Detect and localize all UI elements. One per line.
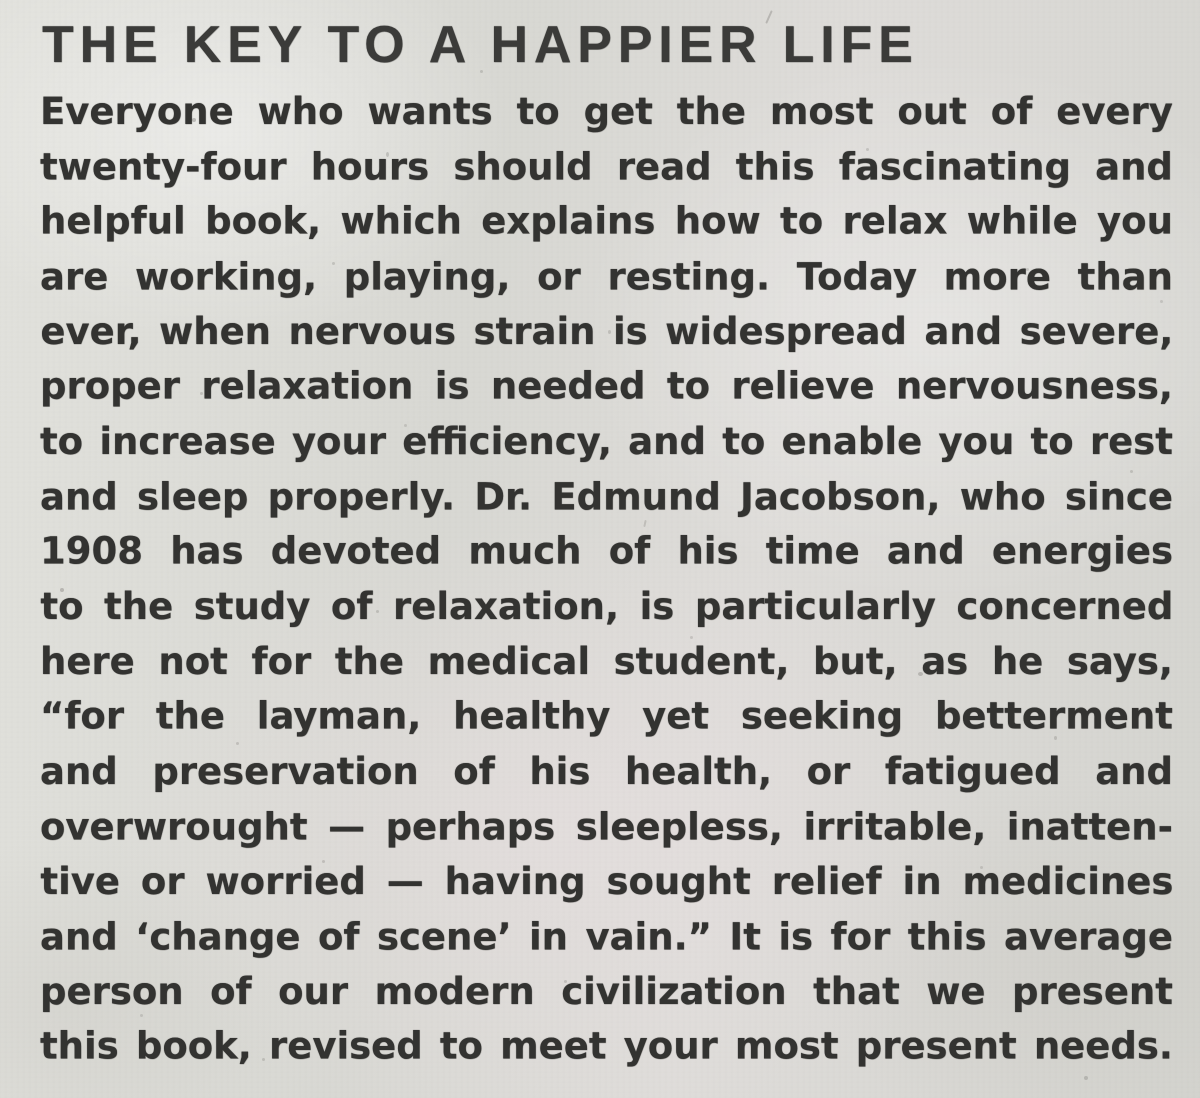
word: to (666, 364, 711, 408)
word: relieve (731, 364, 875, 408)
word: ‘change (135, 915, 301, 959)
word: relaxation, (393, 585, 620, 628)
word: to (722, 420, 766, 463)
word: book, (135, 1024, 252, 1068)
word: civilization (561, 970, 787, 1013)
word: his (529, 750, 591, 793)
text-line (40, 84, 1173, 139)
word: nervous (288, 310, 457, 353)
word: meet (500, 1024, 607, 1068)
text-line (40, 1019, 1173, 1074)
word: explains (481, 199, 656, 243)
word: more (943, 255, 1051, 299)
word: “for (40, 694, 125, 738)
word: and (924, 310, 1003, 353)
word: this (40, 1024, 119, 1068)
word: the (155, 694, 225, 738)
word: having (444, 860, 586, 903)
word: to (40, 585, 84, 628)
word: wants (367, 90, 493, 133)
word: how (674, 199, 761, 243)
text-line (40, 139, 1173, 194)
word: health, (624, 750, 773, 793)
word: our (278, 970, 349, 1013)
word: and (628, 420, 706, 463)
word: and (40, 915, 118, 959)
word: and (40, 475, 118, 519)
text-line (40, 579, 1173, 634)
word: preservation (152, 750, 419, 793)
word: to (516, 90, 560, 133)
word: the (104, 585, 174, 628)
word: the (334, 640, 404, 683)
word: here (40, 640, 135, 683)
word: or (806, 750, 851, 793)
word: layman, (256, 694, 422, 738)
word: who (257, 90, 344, 133)
text-line (40, 689, 1173, 744)
text-line (40, 854, 1173, 909)
word: relax (842, 199, 948, 243)
word: perhaps (385, 805, 556, 849)
text-line (40, 414, 1173, 469)
word: most (734, 1024, 839, 1068)
word: modern (374, 970, 535, 1013)
word: is (778, 915, 814, 959)
text-line (40, 524, 1173, 579)
word: out (897, 90, 967, 133)
word: and (40, 750, 118, 793)
word: betterment (934, 694, 1173, 738)
word: properly. (267, 475, 456, 519)
word: but, (813, 640, 898, 683)
word: get (583, 90, 653, 133)
word: average (1003, 915, 1173, 959)
word: of (317, 915, 360, 959)
word: of (990, 90, 1033, 133)
word: widespread (665, 310, 907, 353)
word: particularly (694, 585, 936, 628)
word: this (735, 145, 815, 189)
word: needed (490, 364, 646, 408)
word: sought (606, 860, 751, 903)
word: rest (1089, 420, 1173, 463)
word: strain (473, 310, 596, 353)
text-line (40, 634, 1173, 689)
word: sleepless, (575, 805, 783, 849)
word: to (40, 420, 84, 463)
word: needs. (1033, 1024, 1173, 1068)
text-line (40, 909, 1173, 964)
word: yet (642, 694, 710, 738)
word: of (453, 750, 495, 793)
word: most (769, 90, 874, 133)
word: to (780, 199, 824, 243)
word: says, (1066, 640, 1173, 683)
text-line (40, 469, 1173, 524)
word: medicines (962, 860, 1174, 903)
word: devoted (270, 529, 442, 573)
word: ever, (40, 310, 142, 353)
word: enable (781, 420, 923, 463)
word: resting. (607, 255, 771, 299)
word: of (608, 529, 651, 573)
word: relief (771, 860, 882, 903)
word: the (676, 90, 746, 133)
word: has (170, 529, 244, 573)
word: present (1011, 970, 1173, 1013)
word: helpful (40, 199, 186, 243)
word: playing, (343, 255, 511, 299)
word: who (959, 475, 1046, 519)
text-line (40, 194, 1173, 249)
word: — (328, 805, 366, 849)
word: and (1095, 145, 1173, 189)
word: his (677, 529, 739, 573)
word: to (439, 1024, 483, 1068)
word: person (40, 970, 184, 1013)
word: your (623, 1024, 718, 1068)
word: Dr. (474, 475, 533, 519)
word: — (386, 860, 424, 903)
word: for (251, 640, 312, 683)
word: Jacobson, (740, 475, 941, 519)
word: in (528, 915, 568, 959)
word: seeking (740, 694, 904, 738)
word: inatten- (1006, 805, 1173, 849)
word: you (1097, 199, 1173, 243)
word: this (907, 915, 987, 959)
word: that (813, 970, 900, 1013)
word: every (1056, 90, 1173, 133)
word: is (612, 310, 648, 353)
word: scene’ (376, 915, 512, 959)
word: Edmund (551, 475, 721, 519)
word: concerned (956, 585, 1174, 628)
word: he (991, 640, 1044, 683)
word: working, (135, 255, 318, 299)
word: medical (427, 640, 591, 683)
text-line (40, 964, 1173, 1019)
word: we (926, 970, 986, 1013)
word: fatigued (884, 750, 1061, 793)
word: your (291, 420, 387, 463)
word: since (1064, 475, 1173, 519)
word: energies (991, 529, 1173, 573)
word: time (765, 529, 860, 573)
word: of (210, 970, 252, 1013)
word: Today (796, 255, 917, 299)
word: much (468, 529, 582, 573)
body-paragraph (40, 84, 1173, 1074)
word: Everyone (40, 90, 234, 133)
word: worried (205, 860, 366, 903)
text-line (40, 304, 1173, 359)
text-block (40, 0, 1173, 1098)
word: fascinating (838, 145, 1071, 189)
word: and (886, 529, 965, 573)
text-line (40, 359, 1173, 414)
page-title: THE KEY TO A HAPPIER LIFE (42, 16, 919, 74)
word: are (40, 255, 109, 299)
word: nervousness, (895, 364, 1173, 408)
word: twenty-four (40, 145, 287, 189)
word: overwrought (40, 805, 308, 849)
word: not (158, 640, 228, 683)
word: while (966, 199, 1078, 243)
word: hours (310, 145, 430, 189)
word: or (140, 860, 185, 903)
word: of (330, 585, 373, 628)
word: as (921, 640, 969, 683)
word: should (453, 145, 593, 189)
word: is (434, 364, 470, 408)
word: read (616, 145, 712, 189)
word: relaxation (201, 364, 414, 408)
word: to (1030, 420, 1074, 463)
word: is (639, 585, 675, 628)
word: vain.” (585, 915, 712, 959)
word: irritable, (803, 805, 987, 849)
word: present (855, 1024, 1017, 1068)
word: 1908 (40, 529, 143, 573)
word: severe, (1019, 310, 1174, 353)
word: which (340, 199, 462, 243)
text-line (40, 744, 1173, 799)
word: and (1095, 750, 1173, 793)
word: you (938, 420, 1015, 463)
word: book, (205, 199, 322, 243)
word: tive (40, 860, 120, 903)
word: revised (268, 1024, 423, 1068)
word: study (193, 585, 311, 628)
word: in (902, 860, 942, 903)
word: It (729, 915, 761, 959)
text-line (40, 799, 1173, 854)
word: healthy (453, 694, 611, 738)
word: proper (40, 364, 180, 408)
word: than (1077, 255, 1173, 299)
word: for (830, 915, 891, 959)
word: increase (99, 420, 276, 463)
word: sleep (137, 475, 249, 519)
word: when (159, 310, 272, 353)
word: efficiency, (402, 420, 612, 463)
word: or (537, 255, 581, 299)
word: student, (613, 640, 790, 683)
text-line (40, 249, 1173, 304)
